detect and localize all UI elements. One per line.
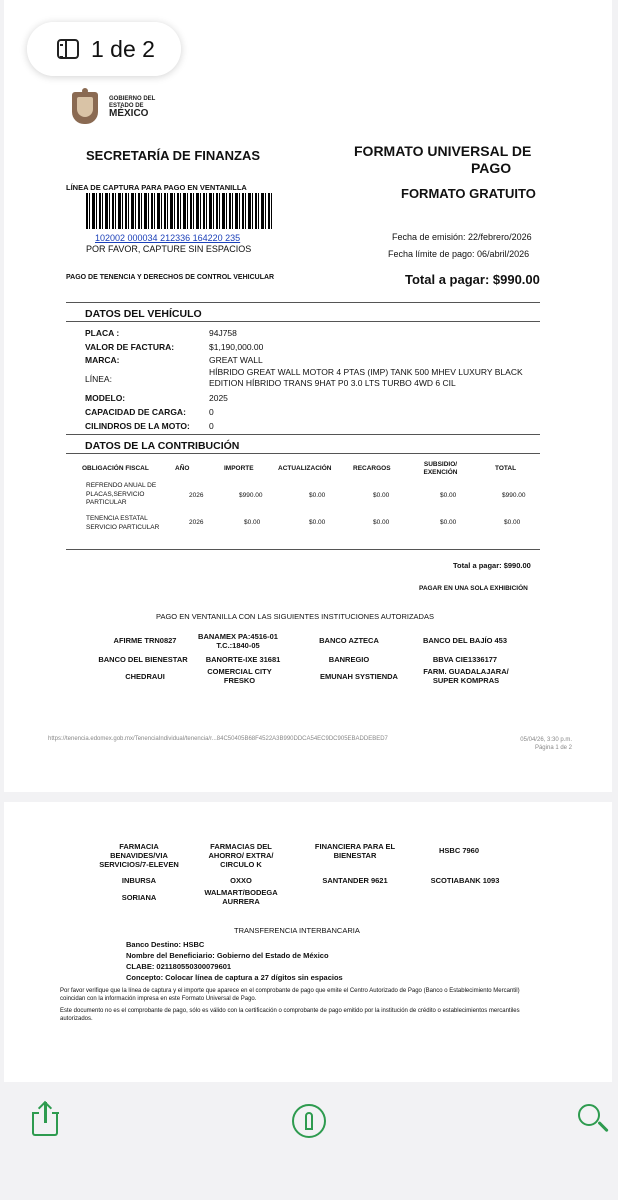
- institution-item: EMUNAH SYSTIENDA: [320, 672, 398, 681]
- placa-value: 94J758: [209, 328, 237, 338]
- row2-anio: 2026: [189, 519, 204, 526]
- document-page-1: [4, 0, 612, 792]
- fecha-emision: Fecha de emisión: 22/febrero/2026: [392, 232, 532, 242]
- col-header: IMPORTE: [224, 465, 254, 472]
- concepto-pago: PAGO DE TENENCIA Y DERECHOS DE CONTROL VEHICULAR: [66, 274, 275, 281]
- formato-line2: PAGO: [471, 160, 512, 176]
- institution-item: BANAMEX PA:4516-01 T.C.:1840-05: [198, 632, 278, 650]
- gobierno-logo: [66, 88, 155, 128]
- bottom-toolbar: [0, 1082, 618, 1200]
- institution-item: FARMACIA BENAVIDES/VIA SERVICIOS/7-ELEVEN: [99, 842, 179, 869]
- exhibicion-note: PAGAR EN UNA SOLA EXHIBICIÓN: [419, 585, 528, 592]
- row1-total: $990.00: [502, 492, 526, 499]
- footer-page: Página 1 de 2: [534, 745, 572, 751]
- secretaria-title: SECRETARÍA DE FINANZAS: [86, 148, 261, 163]
- logo-line2: ESTADO DE: [109, 102, 144, 109]
- fecha-limite: Fecha límite de pago: 06/abril/2026: [388, 249, 530, 259]
- sidebar-icon: [57, 39, 79, 59]
- row2-total: $0.00: [504, 519, 521, 526]
- divider: [66, 321, 540, 322]
- divider: [66, 434, 540, 435]
- divider: [66, 549, 540, 550]
- institution-item: OXXO: [230, 876, 252, 885]
- footer-date-block: [520, 736, 572, 752]
- row1-importe: $990.00: [239, 492, 263, 499]
- share-icon[interactable]: [32, 1102, 58, 1136]
- barcode: [86, 193, 274, 229]
- row1-recargos: $0.00: [373, 492, 390, 499]
- institution-item: COMERCIAL CITY FRESKO: [207, 667, 272, 685]
- col-header: AÑO: [175, 465, 190, 472]
- clabe: CLABE: 021180550300079601: [126, 962, 232, 971]
- logo-line3: MÉXICO: [109, 108, 149, 120]
- institution-item: SORIANA: [121, 893, 157, 902]
- footer-url: https://tenencia.edomex.gob.mx/TenenciaIndividual/tenencia/r...84C50405B68F4522A3B990DDCA54EC9DC905EBADDEBED7: [48, 736, 388, 742]
- institution-item: FINANCIERA PARA EL BIENESTAR: [314, 842, 396, 860]
- row1-anio: 2026: [189, 492, 204, 499]
- institution-item: FARMACIAS DEL AHORRO/ EXTRA/ CIRCULO K: [208, 842, 274, 869]
- institution-item: INBURSA: [121, 876, 157, 885]
- carga-label: CAPACIDAD DE CARGA:: [85, 407, 186, 417]
- institution-item: BANCO DEL BIENESTAR: [98, 655, 188, 664]
- footer-date: 05/04/26, 3:30 p.m.: [520, 737, 572, 743]
- col-header: ACTUALIZACIÓN: [278, 465, 332, 472]
- linea-captura-link[interactable]: 102002 000034 212336 164220 235: [95, 233, 241, 243]
- concepto-transferencia: Concepto: Colocar línea de captura a 27 dígitos sin espacios: [126, 973, 343, 982]
- institution-item: BANORTE-IXE 31681: [205, 655, 281, 664]
- marca-label: MARCA:: [85, 355, 120, 365]
- coat-of-arms-icon: [66, 88, 104, 128]
- total-header: Total a pagar: $990.00: [405, 272, 540, 287]
- institution-item: BANREGIO: [328, 655, 370, 664]
- cilindros-value: 0: [209, 421, 214, 431]
- formato-line1: FORMATO UNIVERSAL DE: [354, 143, 532, 159]
- valor-label: VALOR DE FACTURA:: [85, 342, 175, 352]
- total-tabla: Total a pagar: $990.00: [453, 561, 531, 570]
- capture-instruction: POR FAVOR, CAPTURE SIN ESPACIOS: [86, 244, 252, 254]
- document-page-2: [4, 802, 612, 1082]
- col-header: OBLIGACIÓN FISCAL: [82, 465, 149, 472]
- row1-actualizacion: $0.00: [309, 492, 326, 499]
- page-indicator[interactable]: [27, 22, 181, 76]
- banco-destino: Banco Destino: HSBC: [126, 940, 205, 949]
- row2-actualizacion: $0.00: [309, 519, 326, 526]
- page-indicator-text: 1 de 2: [91, 35, 155, 62]
- row1-subsidio: $0.00: [440, 492, 457, 499]
- linea-captura-label: LÍNEA DE CAPTURA PARA PAGO EN VENTANILLA: [66, 183, 247, 192]
- divider: [66, 302, 540, 303]
- col-header: RECARGOS: [353, 465, 391, 472]
- modelo-value: 2025: [209, 393, 228, 403]
- col-header: SUBSIDIO/ EXENCIÓN: [423, 461, 458, 476]
- linea-value: HÍBRIDO GREAT WALL MOTOR 4 PTAS (IMP) TANK 500 MHEV LUXURY BLACK EDITION HÍBRIDO TRANS 9HAT P0 3.0 LTS TURBO 4WD 6 CIL: [209, 367, 523, 388]
- institution-item: BANCO AZTECA: [319, 636, 379, 645]
- institution-item: BBVA CIE1336177: [432, 655, 498, 664]
- logo-line1: GOBIERNO DEL: [109, 96, 156, 103]
- institution-item: CHEDRAUI: [125, 672, 165, 681]
- institution-item: SCOTIABANK 1093: [430, 876, 500, 885]
- valor-value: $1,190,000.00: [209, 342, 264, 352]
- linea-label: LÍNEA:: [85, 374, 112, 384]
- row2-subsidio: $0.00: [440, 519, 457, 526]
- marca-value: GREAT WALL: [209, 355, 263, 365]
- nota-verificacion: Por favor verifique que la línea de captura y el importe que aparece en el comprobante de pago que emite el Centro Autorizado de Pago (Banco o Establecimiento Mercantil) coincidan con la información impresa en este Formato Universal de Pago.: [60, 988, 520, 1002]
- institution-item: SANTANDER 9621: [322, 876, 388, 885]
- row1-obligacion: REFRENDO ANUAL DE PLACAS,SERVICIO PARTICULAR: [86, 482, 157, 506]
- institution-item: WALMART/BODEGA AURRERA: [204, 888, 278, 906]
- carga-value: 0: [209, 407, 214, 417]
- col-header: TOTAL: [495, 465, 517, 472]
- divider: [66, 453, 540, 454]
- nota-comprobante: Este documento no es el comprobante de pago, sólo es válido con la certificación o comprobante de pago emitido por la institución de crédito o establecimientos mercantiles autorizados.: [60, 1008, 520, 1022]
- markup-icon[interactable]: [292, 1104, 326, 1138]
- transferencia-title: TRANSFERENCIA INTERBANCARIA: [234, 926, 360, 935]
- row2-obligacion: TENENCIA ESTATAL SERVICIO PARTICULAR: [86, 515, 160, 531]
- cilindros-label: CILINDROS DE LA MOTO:: [85, 421, 190, 431]
- formato-title: [354, 143, 554, 177]
- formato-gratuito: FORMATO GRATUITO: [401, 186, 536, 201]
- institution-item: BANCO DEL BAJÍO 453: [422, 636, 508, 645]
- beneficiario: Nombre del Beneficiario: Gobierno del Estado de México: [126, 951, 329, 960]
- row2-importe: $0.00: [244, 519, 261, 526]
- modelo-label: MODELO:: [85, 393, 126, 403]
- placa-label: PLACA :: [85, 328, 120, 338]
- institution-item: FARM. GUADALAJARA/ SUPER KOMPRAS: [423, 667, 509, 685]
- institution-item: AFIRME TRN0827: [113, 636, 177, 645]
- instituciones-title: PAGO EN VENTANILLA CON LAS SIGUIENTES INSTITUCIONES AUTORIZADAS: [156, 612, 434, 621]
- vehiculo-title: DATOS DEL VEHÍCULO: [85, 308, 202, 320]
- contribucion-title: DATOS DE LA CONTRIBUCIÓN: [85, 440, 240, 452]
- row2-recargos: $0.00: [373, 519, 390, 526]
- institution-item: HSBC 7960: [438, 846, 480, 855]
- search-icon[interactable]: [578, 1104, 608, 1136]
